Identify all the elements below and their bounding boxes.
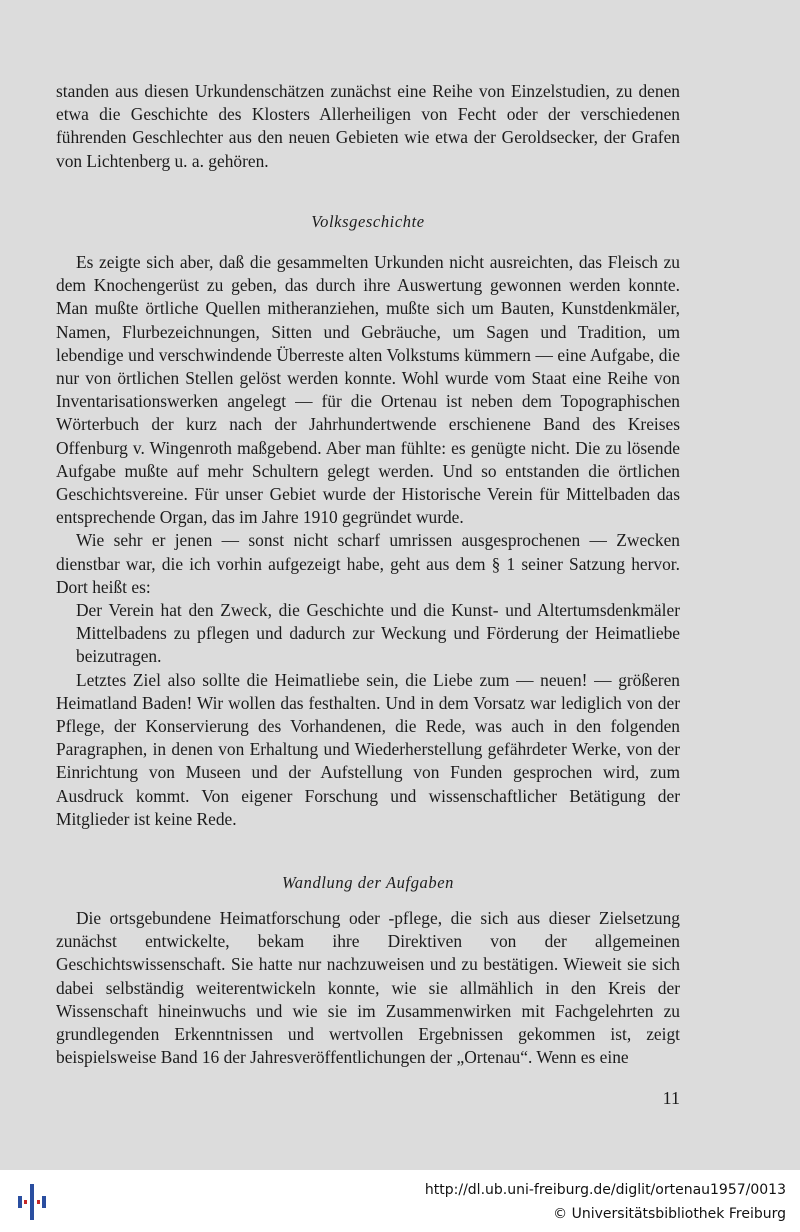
paragraph: Letztes Ziel also sollte die Heimatliebe sein, die Liebe zum — neuen! — größeren Heimatland Baden! Wir wollen das festhalten. Und in dem Vorsatz war lediglich von der Pflege, der Konservierung des Vorhandenen, die Rede, was auch in den folgenden Paragraphen, in denen von Erhaltung und Wiederherstellung gefährdeter Werke, von der Einrichtung von Museen und der Aufstellung von Funden gesprochen wird, zum Ausdruck kommt. Von eigener Forschung und wissenschaftlicher Betätigung der Mitglieder ist keine Rede. [56, 669, 680, 829]
text-block-top [56, 80, 680, 173]
section-heading-volksgeschichte: Volksgeschichte [311, 212, 425, 231]
paragraph: Wie sehr er jenen — sonst nicht scharf umrissen ausgesprochenen — Zwecken dienstbar war, die ich vorhin aufgezeigt habe, geht aus dem § 1 seiner Satzung hervor. Dort heißt es: [56, 530, 680, 597]
text-block-section2 [56, 907, 680, 1069]
section-heading-wandlung: Wandlung der Aufgaben [281, 873, 455, 892]
copyright-text: © Universitätsbibliothek Freiburg [553, 1206, 786, 1222]
paragraph: Es zeigte sich aber, daß die gesammelten Urkunden nicht ausreichten, das Fleisch zu dem Knochengerüst zu geben, das durch ihre Auswertung gewonnen werden konnte. Man mußte örtliche Quellen mitheranziehen, mußte sich um Bauten, Kunstdenkmäler, Namen, Flurbezeichnungen, Sitten und Gebräuche, um Sagen und Tradition, um lebendige und verschwindende Überreste alten Volkstums kümmern — eine Aufgabe, die nur von örtlichen Stellen gelöst werden konnte. Wohl wurde vom Staat eine Reihe von Inventarisationswerken angelegt — für die Ortenau ist neben dem Topographischen Wörterbuch der kurz nach der Jahrhundertwende erschienene Band des Kreises Offenburg v. Wingenroth maßgebend. Aber man fühlte: es genügte nicht. Die zu lösende Aufgabe mußte auf mehr Schultern gelegt werden. Und so entstanden die örtlichen Geschichtsvereine. Für unser Gebiet wurde der Historische Verein für Mittelbaden das entsprechende Organ, das im Jahre 1910 gegründet wurde. [56, 252, 680, 528]
paragraph: Die ortsgebundene Heimatforschung oder -pflege, die sich aus dieser Zielsetzung zunächst entwickelte, bekam ihre Direktiven von der allgemeinen Geschichtswissenschaft. Sie hatte nur nachzuweisen und zu bestätigen. Wieweit sie sich dabei selbständig weiterentwickeln konnte, wie sie allmählich in den Kreis der Wissenschaft hineinwuchs und wie sie im Zusammenwirken mit Fachgelehrten zu grundlegenden Erkenntnissen und wertvollen Ergebnissen gekommen ist, zeigt beispielsweise Band 16 der Jahresveröffentlichungen der „Ortenau“. Wenn es eine [56, 908, 680, 1068]
text-block-section1 [56, 251, 680, 831]
paragraph: standen aus diesen Urkundenschätzen zunächst eine Reihe von Einzelstudien, zu denen etwa die Geschichte des Klosters Allerheiligen von Fecht oder der verschiedenen führenden Geschlechter aus den neuen Gebieten wie etwa der Geroldsecker, der Grafen von Lichtenberg u. a. gehören. [56, 81, 680, 171]
footer-bar [0, 1170, 800, 1232]
source-url-link[interactable]: http://dl.ub.uni-freiburg.de/diglit/ortenau1957/0013 [424, 1182, 786, 1198]
library-logo-icon [14, 1182, 50, 1222]
quotation-paragraph: Der Verein hat den Zweck, die Geschichte und die Kunst- und Altertumsdenkmäler Mittelbadens zu pflegen und dadurch zur Weckung und Förderung der Heimatliebe beizutragen. [76, 600, 680, 667]
page-number: 11 [662, 1088, 680, 1108]
